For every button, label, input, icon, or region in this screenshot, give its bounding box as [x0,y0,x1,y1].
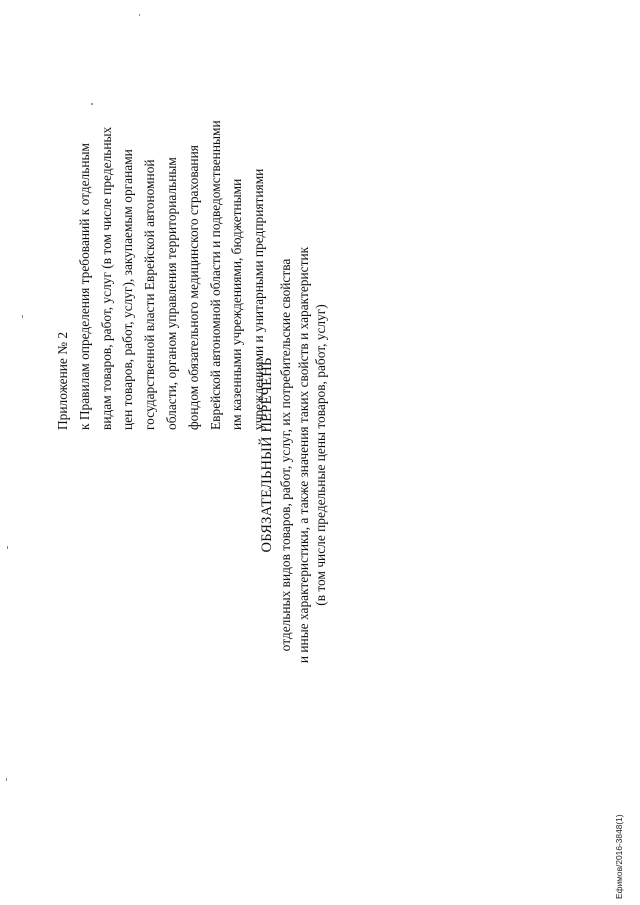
appendix-line: Еврейской автономной области и подведомственными [207,120,223,430]
appendix-line: к Правилам определения требований к отдельным [76,143,92,430]
appendix-line: фондом обязательного медицинского страхования [185,145,201,430]
document-subtitle-line: отдельных видов товаров, работ, услуг, их потребительские свойства [278,258,293,652]
appendix-line: им казенными учреждениями, бюджетными [229,178,245,430]
appendix-line: государственной власти Еврейской автономной [142,159,158,430]
appendix-line: цен товаров, работ, услуг), закупаемым органами [120,149,136,430]
document-subtitle-line: и иные характеристики, а также значения таких свойств и характеристик [295,246,311,664]
appendix-line: видам товаров, работ, услуг (в том числе предельных [98,126,114,430]
appendix-block [52,10,270,430]
appendix-title: Приложение № 2 [55,331,70,430]
document-title: ОБЯЗАТЕЛЬНЫЙ ПЕРЕЧЕНЬ [259,357,275,553]
document-heading [258,0,330,905]
appendix-line: учреждениями и унитарными предприятиями [251,168,267,430]
document-code: Ефимов/2016-3848(1) [614,814,624,899]
document-subtitle-line: (в том числе предельные цены товаров, работ, услуг) [313,304,329,606]
appendix-line: области, органом управления территориальным [163,157,179,430]
